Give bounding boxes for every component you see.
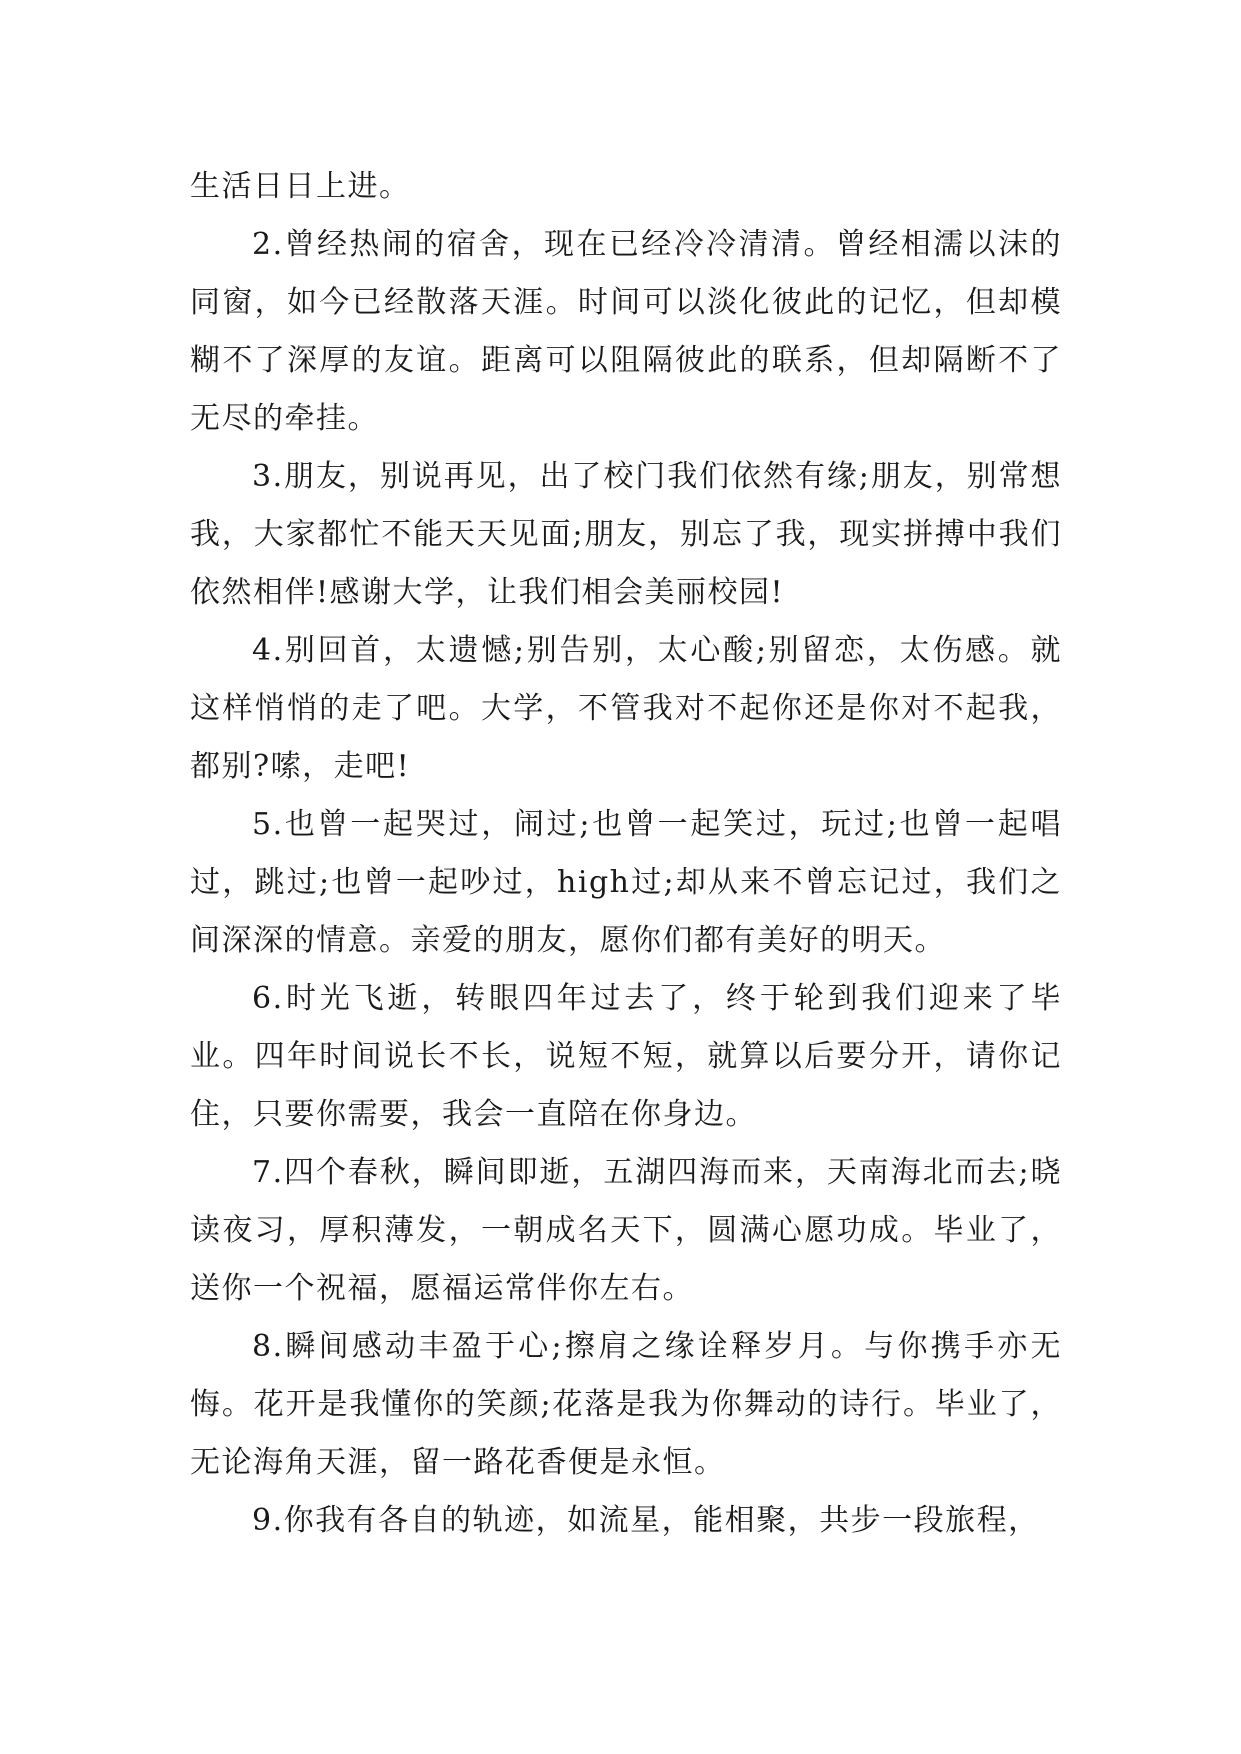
paragraph-6: 6.时光飞逝，转眼四年过去了，终于轮到我们迎来了毕业。四年时间说长不长，说短不短，就算以后要分开，请你记住，只要你需要，我会一直陪在你身边。 — [190, 981, 1062, 1132]
paragraph-2: 2.曾经热闹的宿舍，现在已经冷冷清清。曾经相濡以沫的同窗，如今已经散落天涯。时间可以淡化彼此的记忆，但却模糊不了深厚的友谊。距离可以阻隔彼此的联系，但却隔断不了无尽的牵挂。 — [190, 227, 1062, 436]
paragraph-5: 5.也曾一起哭过，闹过;也曾一起笑过，玩过;也曾一起唱过，跳过;也曾一起吵过，high过;却从来不曾忘记过，我们之间深深的情意。亲爱的朋友，愿你们都有美好的明天。 — [190, 807, 1062, 958]
paragraph-4: 4.别回首，太遗憾;别告别，太心酸;别留恋，太伤感。就这样悄悄的走了吧。大学，不管我对不起你还是你对不起我，都别?嗦，走吧! — [190, 633, 1062, 784]
document-page — [190, 158, 1062, 1550]
paragraph-8: 8.瞬间感动丰盈于心;擦肩之缘诠释岁月。与你携手亦无悔。花开是我懂你的笑颜;花落是我为你舞动的诗行。毕业了，无论海角天涯，留一路花香便是永恒。 — [190, 1329, 1062, 1480]
paragraph-3: 3.朋友，别说再见，出了校门我们依然有缘;朋友，别常想我，大家都忙不能天天见面;朋友，别忘了我，现实拼搏中我们依然相伴!感谢大学，让我们相会美丽校园! — [190, 459, 1062, 610]
paragraph-7: 7.四个春秋，瞬间即逝，五湖四海而来，天南海北而去;晓读夜习，厚积薄发，一朝成名天下，圆满心愿功成。毕业了，送你一个祝福，愿福运常伴你左右。 — [190, 1155, 1062, 1306]
paragraph-9: 9.你我有各自的轨迹，如流星，能相聚，共步一段旅程， — [252, 1503, 1040, 1538]
paragraph-continuation: 生活日日上进。 — [190, 169, 411, 204]
